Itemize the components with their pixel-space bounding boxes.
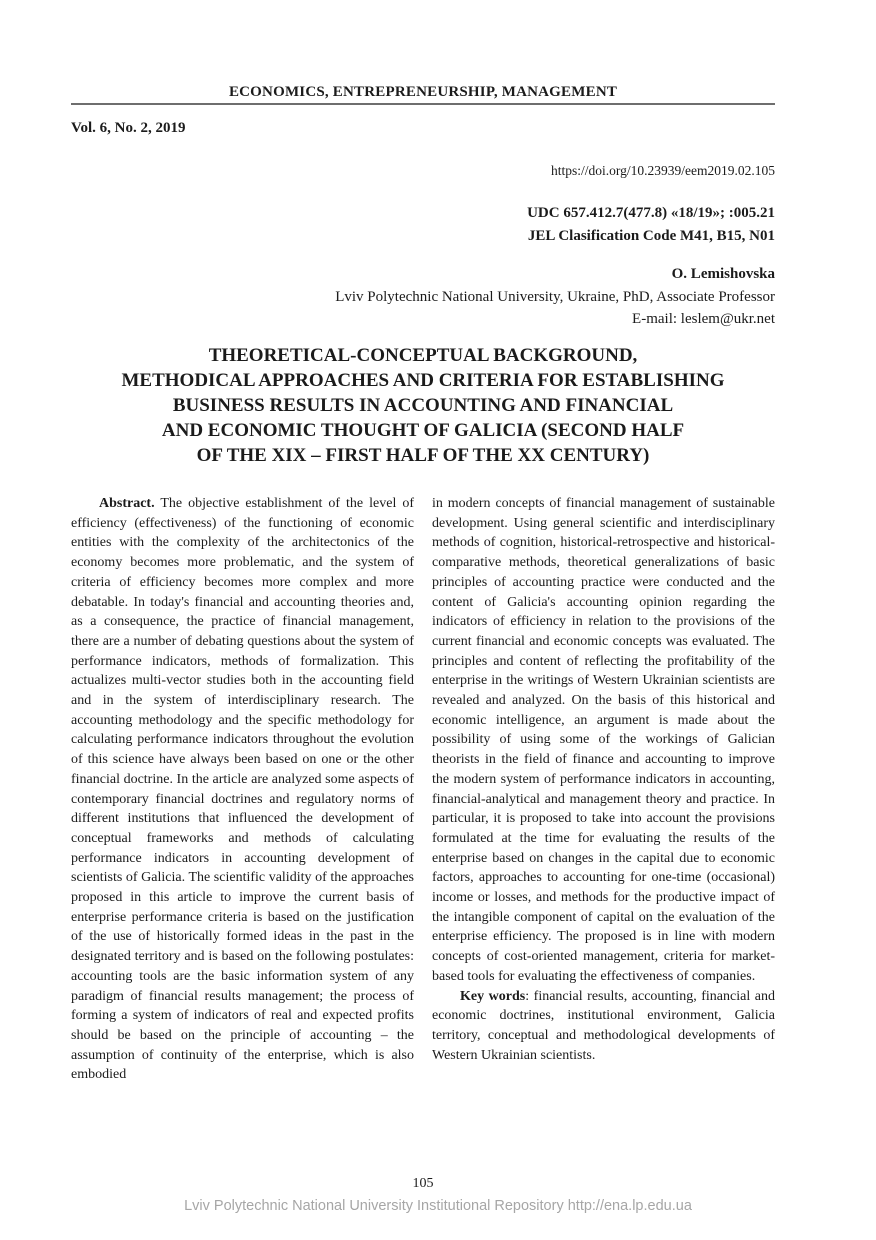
author-block <box>71 263 775 331</box>
abstract-text-left: The objective establishment of the level of efficiency (effectiveness) of the functioning of economic entities with the complexity of the architectonics of the economy becomes more problematic, and the system of criteria of efficiency becomes more complex and more debatable. In today's financial and accounting theories and, as a consequence, the practice of financial management, there are a number of debating questions about the system of performance indicators, methods of formalization. This actualizes multi-vector studies both in the accounting field and in the system of interdisciplinary research. The accounting methodology and the specific methodology for calculating performance indicators throughout the evolution of this science have always been based on one or the other financial doctrine. In the article are analyzed some aspects of contemporary financial doctrines and regulatory norms of different institutions that influenced the development of conceptual frameworks and methods of calculating performance indicators in accounting development of scientists of Galicia. The scientific validity of the approaches proposed in this article to improve the current basis of enterprise performance criteria is based on the justification of the use of historically formed ideas in the past in the designated territory and is based on the following postulates: accounting tools are the basic information system of any paradigm of financial results management; the process of forming a system of indicators of real and expected profits should be based on the principle of accounting – the assumption of continuity of the enterprise, which is also embodied <box>71 496 414 1083</box>
author-affiliation: Lviv Polytechnic National University, Ukraine, PhD, Associate Professor <box>335 288 775 305</box>
paper-title <box>71 343 775 468</box>
jel-code: JEL Clasification Code M41, B15, N01 <box>527 228 775 244</box>
header-divider-rule <box>71 103 775 105</box>
doi-line: https://doi.org/10.23939/eem2019.02.105 <box>551 163 775 178</box>
paper-title-line: BUSINESS RESULTS IN ACCOUNTING AND FINANCIAL <box>172 395 674 416</box>
keywords-paragraph <box>432 987 775 1066</box>
paper-title-line: AND ECONOMIC THOUGHT OF GALICIA (SECOND HALF <box>161 420 685 441</box>
abstract-paragraph <box>71 494 414 1085</box>
abstract-paragraph-continued <box>432 494 775 987</box>
abstract-text-right: in modern concepts of financial management of sustainable development. Using general scientific and interdisciplinary methods of cognition, historical-retrospective and historical-comparative methods, theoretical generalizations of basic principles of accounting practice were conducted and the content of Galicia's accounting opinion regarding the indicators of efficiency in relation to the provisions of the current financial and economic concepts was evaluated. The principles and content of reflecting the profitability of the enterprise in the writings of Western Ukrainian scientists are revealed and analyzed. On the basis of this historical and economic intelligence, an argument is made about the possibility of using some of the workings of Galician theorists in the field of finance and accounting to improve the modern system of performance indicators in accounting, financial-analytical and management theory and practice. In particular, it is proposed to take into account the provisions formulated at the time for evaluating the results of the enterprise based on changes in the capital due to economic factors, approaches to accounting for one-time (occasional) income or losses, and methods for the productive impact of the intangible component of capital on the evaluation of the enterprise efficiency. The proposed is in line with modern concepts of cost-oriented management, criteria for market-based tools for evaluating the effectiveness of companies. <box>432 496 775 984</box>
page-number: 105 <box>412 1176 434 1191</box>
abstract-column-right <box>432 494 775 1085</box>
volume-issue-line: Vol. 6, No. 2, 2019 <box>71 120 186 136</box>
abstract-label: Abstract. <box>99 496 155 511</box>
paper-title-line: THEORETICAL-CONCEPTUAL BACKGROUND, <box>208 345 638 366</box>
repository-watermark: Lviv Polytechnic National University Institutional Repository http://ena.lp.edu.ua <box>184 1198 692 1214</box>
keywords-text: : financial results, accounting, financial and economic doctrines, institutional environment, Galicia territory, conceptual and methodological developments of Western Ukrainian scientists. <box>432 988 775 1063</box>
paper-title-line: OF THE XIX – FIRST HALF OF THE XX CENTURY) <box>196 445 650 466</box>
abstract-column-left <box>71 494 414 1085</box>
paper-title-line: METHODICAL APPROACHES AND CRITERIA FOR ESTABLISHING <box>121 370 725 391</box>
classification-block <box>71 202 775 248</box>
abstract-section <box>71 494 775 1085</box>
keywords-label: Key words <box>460 988 526 1004</box>
udc-code: UDC 657.412.7(477.8) «18/19»; :005.21 <box>527 205 775 221</box>
journal-title: ECONOMICS, ENTREPRENEURSHIP, MANAGEMENT <box>228 84 618 100</box>
author-email: E-mail: leslem@ukr.net <box>632 311 775 327</box>
author-name: O. Lemishovska <box>671 266 775 282</box>
